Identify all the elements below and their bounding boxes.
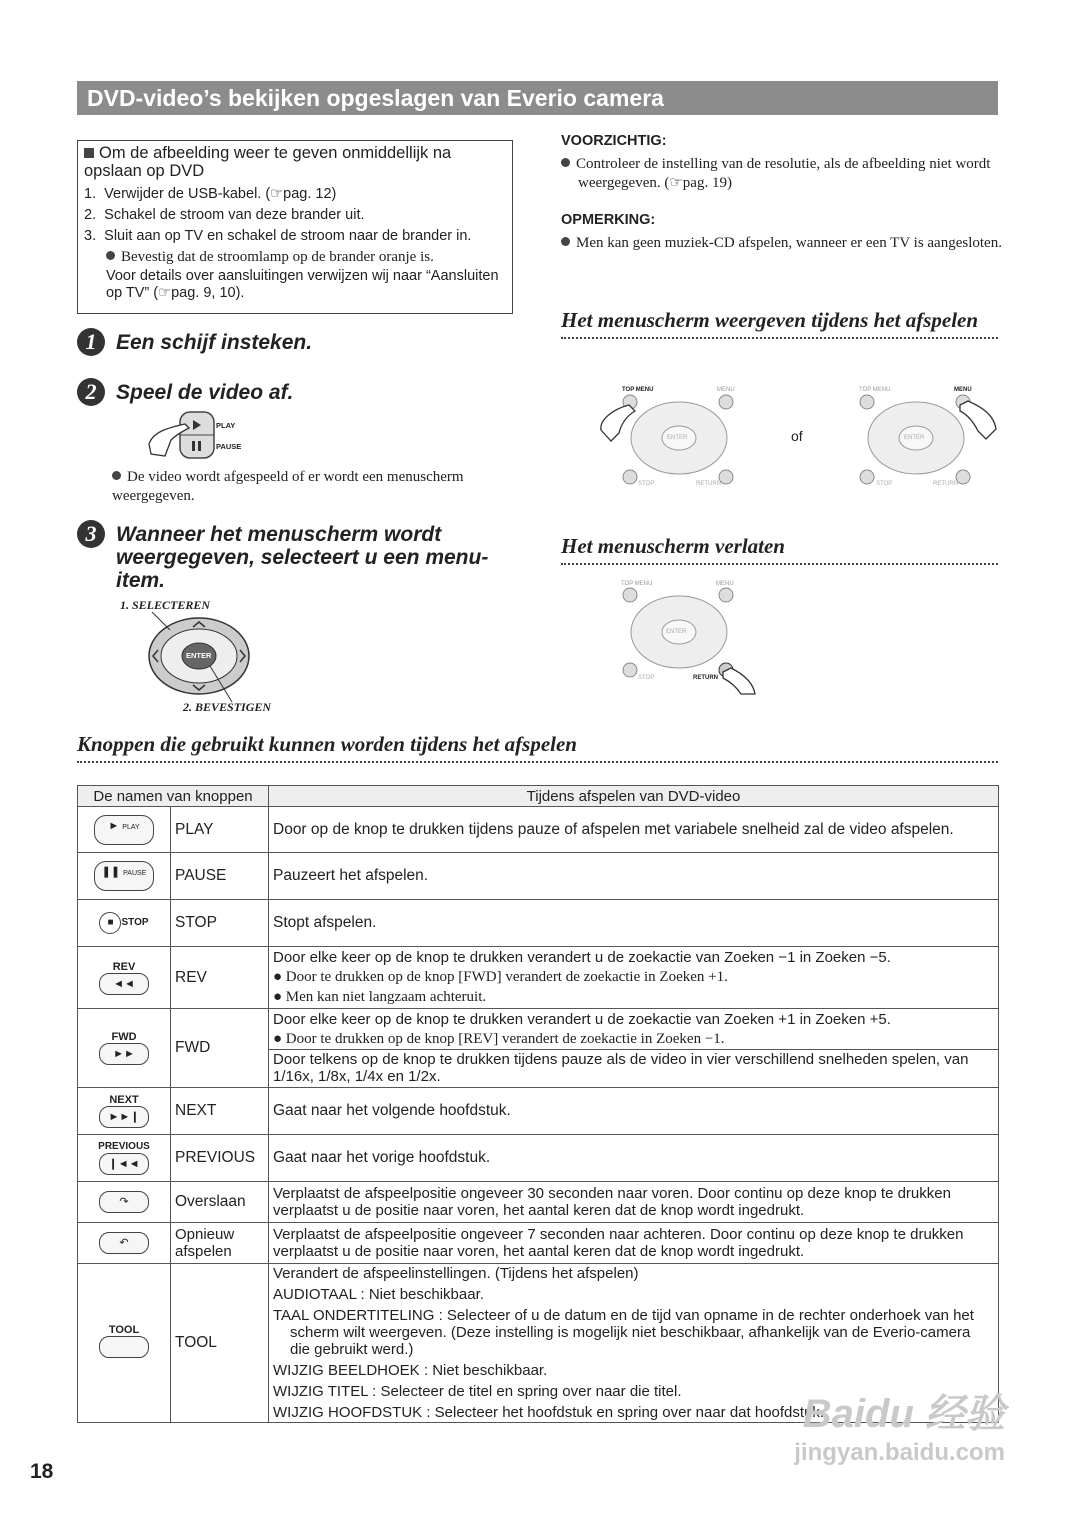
desc-line: WIJZIG BEELDHOEK : Niet beschikbaar. [273, 1362, 548, 1379]
button-description: Pauzeert het afspelen. [269, 853, 999, 900]
button-icon-cell [78, 1264, 171, 1423]
square-bullet-icon [84, 148, 94, 158]
step-2-text: Speel de video af. [116, 381, 294, 404]
button-name: FWD [171, 1009, 269, 1088]
table-row [78, 1009, 999, 1088]
remark-text [561, 234, 1018, 253]
or-text: of [791, 428, 803, 444]
button-description: Stopt afspelen. [269, 900, 999, 947]
select-label: 1. SELECTEREN [120, 598, 211, 612]
info-step: 1. Verwijder de USB-kabel. (☞pag. 12) [84, 186, 337, 202]
menu-show-heading: Het menuscherm weergeven tijdens het afspelen [561, 309, 998, 339]
replay-icon: ↶ [99, 1232, 149, 1254]
buttons-section-heading: Knoppen die gebruikt kunnen worden tijdens het afspelen [77, 733, 998, 763]
table-row [78, 1182, 999, 1223]
info-box-heading [84, 144, 506, 180]
watermark-logo-text: Baidu 经验 [802, 1392, 1005, 1436]
remote-label: RETURN [693, 675, 718, 681]
table-row [78, 1135, 999, 1182]
step-number: 3 [77, 520, 105, 548]
button-description: Gaat naar het volgende hoofdstuk. [269, 1088, 999, 1135]
button-name: Overslaan [171, 1182, 269, 1223]
button-name: STOP [171, 900, 269, 947]
pause-icon: ❚❚ PAUSE [94, 861, 154, 891]
play-pause-illustration [145, 410, 255, 462]
rev-icon-label: REV [112, 960, 136, 973]
bullet-icon [561, 237, 570, 246]
desc-line: TAAL ONDERTITELING : Selecteer of u de datum en de tijd van opname in de rechter onderhoek van het scherm wilt weergeven. (Deze instelling is mogelijk niet beschikbaar, afhankelijk van de Everio-camera die gebruikt werd.) [273, 1307, 974, 1358]
button-icon-cell [78, 947, 171, 1009]
remark-title: OPMERKING: [561, 212, 656, 228]
bullet-icon [106, 251, 115, 260]
table-row [78, 947, 999, 1009]
watermark-url: jingyan.baidu.com [794, 1439, 1005, 1466]
button-icon-cell [78, 1088, 171, 1135]
table-row [78, 807, 999, 853]
page-number: 18 [30, 1460, 54, 1483]
remote-illustration-menu [850, 385, 1000, 490]
info-box [77, 140, 513, 314]
table-row [78, 853, 999, 900]
desc-line: Door elke keer op de knop te drukken verandert u de zoekactie van Zoeken −1 in Zoeken −5. [273, 949, 891, 966]
desc-line: WIJZIG TITEL : Selecteer de titel en spring over naar die titel. [273, 1383, 682, 1400]
desc-line: Verandert de afspeelinstellingen. (Tijdens het afspelen) [273, 1265, 639, 1282]
button-icon-cell [78, 1135, 171, 1182]
enter-key-label: ENTER [186, 651, 212, 660]
table-header-row [78, 786, 999, 807]
remote-label: STOP [876, 481, 893, 487]
play-icon: ► PLAY [94, 815, 154, 845]
stop-icon-label: STOP [121, 917, 149, 928]
info-step-text: Sluit aan op TV en schakel de stroom naar de brander in. [104, 228, 472, 244]
remote-label: ENTER [904, 435, 925, 441]
previous-chapter-icon: ❙◄◄ [99, 1153, 149, 1175]
table-header: De namen van knoppen [78, 786, 269, 807]
rewind-icon: ◄◄ [99, 973, 149, 995]
desc-line: ● Door te drukken op de knop [FWD] verandert de zoekactie in Zoeken +1. [273, 969, 728, 985]
desc-line: WIJZIG HOOFDSTUK : Selecteer het hoofdstuk en spring over naar dat hoofdstuk. [273, 1404, 825, 1421]
info-heading-text: Om de afbeelding weer te geven onmiddellijk na opslaan op DVD [84, 144, 452, 180]
step-2-bullet [112, 468, 492, 506]
info-step: 2. Schakel de stroom van deze brander uit. [84, 207, 365, 223]
skip-forward-icon: ↷ [99, 1191, 149, 1213]
step-3-text: Wanneer het menuscherm wordt weergegeven, selecteert u een menu-item. [116, 523, 489, 592]
next-icon-label: NEXT [109, 1094, 139, 1106]
table-row [78, 1088, 999, 1135]
step-2-bullet-text: De video wordt afgespeeld of er wordt een menuscherm weergegeven. [112, 469, 464, 504]
fast-forward-icon: ►► [99, 1043, 149, 1065]
watermark [794, 1382, 1005, 1467]
remote-label: TOP MENU [622, 387, 654, 393]
remote-label: RETURN [696, 481, 721, 487]
button-description: Gaat naar het vorige hoofdstuk. [269, 1135, 999, 1182]
desc-line: AUDIOTAAL : Niet beschikbaar. [273, 1286, 484, 1303]
button-description: Verplaatst de afspeelpositie ongeveer 30 seconden naar voren. Door continu op deze knop te drukken verplaatst u de positie naar voren, het aantal keren dat de knop wordt ingedrukt. [269, 1182, 999, 1223]
bullet-icon [561, 158, 570, 167]
play-key-label: PLAY [216, 421, 236, 430]
info-bullet-text: Bevestig dat de stroomlamp op de brander oranje is. [121, 249, 434, 265]
button-name: PLAY [171, 807, 269, 853]
next-chapter-icon: ►►❙ [99, 1106, 149, 1128]
remark-body: Men kan geen muziek-CD afspelen, wanneer er een TV is aangesloten. [576, 235, 1002, 251]
button-icon-cell [78, 1182, 171, 1223]
remote-label: STOP [638, 481, 655, 487]
desc-line: ● Door te drukken op de knop [REV] verandert de zoekactie in Zoeken −1. [273, 1031, 725, 1047]
button-icon-cell [78, 1009, 171, 1088]
button-description: Verplaatst de afspeelpositie ongeveer 7 seconden naar achteren. Door continu op deze knop te drukken verplaatst u de positie naar voren, het aantal keren dat de knop wordt ingedrukt. [269, 1223, 999, 1264]
tool-icon [99, 1336, 149, 1358]
table-row [78, 900, 999, 947]
button-description [269, 1009, 999, 1088]
button-name: REV [171, 947, 269, 1009]
desc-line: ● Men kan niet langzaam achteruit. [273, 989, 487, 1005]
caution-text [561, 155, 1018, 193]
button-description [269, 947, 999, 1009]
remote-label: TOP MENU [621, 581, 653, 587]
menu-exit-heading: Het menuscherm verlaten [561, 535, 998, 565]
info-step-text: Schakel de stroom van deze brander uit. [104, 207, 365, 223]
page-title: DVD-video’s bekijken opgeslagen van Everio camera [77, 81, 998, 115]
caution-title: VOORZICHTIG: [561, 133, 667, 149]
button-name: PAUSE [171, 853, 269, 900]
remote-label: ENTER [667, 435, 688, 441]
bullet-icon [112, 471, 121, 480]
fwd-icon-label: FWD [111, 1031, 137, 1043]
button-icon-cell [78, 900, 171, 947]
info-note: Voor details over aansluitingen verwijzen wij naar “Aansluiten op TV” (☞pag. 9, 10). [106, 268, 499, 301]
remote-label: RETURN [933, 481, 958, 487]
remote-label: MENU [954, 387, 972, 393]
remote-label: TOP MENU [859, 387, 891, 393]
step-1-text: Een schijf insteken. [116, 331, 313, 354]
button-icon-cell [78, 807, 171, 853]
table-row [78, 1223, 999, 1264]
remote-illustration-return [613, 580, 763, 695]
desc-line: Door elke keer op de knop te drukken verandert u de zoekactie van Zoeken +1 in Zoeken +5. [273, 1011, 891, 1028]
remote-label: STOP [638, 675, 655, 681]
info-bullet [84, 247, 506, 268]
step-number: 1 [77, 328, 105, 356]
stop-icon: ■ [99, 912, 121, 934]
info-step: 3. Sluit aan op TV en schakel de stroom naar de brander in. [84, 228, 472, 244]
buttons-table [77, 785, 999, 1423]
table-header: Tijdens afspelen van DVD-video [269, 786, 999, 807]
step-number: 2 [77, 378, 105, 406]
desc-line: Door telkens op de knop te drukken tijdens pauze als de video in vier verschillend snelheden spelen, van 1/16x, 1/8x, 1/4x en 1/2x. [273, 1051, 969, 1085]
confirm-label: 2. BEVESTIGEN [183, 700, 272, 714]
remote-label: MENU [717, 387, 735, 393]
button-name: PREVIOUS [171, 1135, 269, 1182]
info-step-text: Verwijder de USB-kabel. (☞pag. 12) [104, 186, 337, 202]
button-name: Opnieuw afspelen [171, 1223, 269, 1264]
button-icon-cell [78, 853, 171, 900]
button-name: TOOL [171, 1264, 269, 1423]
previous-icon-label: PREVIOUS [98, 1141, 150, 1152]
pause-key-label: PAUSE [216, 442, 242, 451]
button-name: NEXT [171, 1088, 269, 1135]
remote-label: ENTER [666, 629, 687, 635]
caution-body: Controleer de instelling van de resolutie, als de afbeelding niet wordt weergegeven. (☞pag. 19) [576, 156, 991, 191]
remote-label: MENU [716, 581, 734, 587]
tool-icon-label: TOOL [108, 1323, 140, 1336]
button-description: Door op de knop te drukken tijdens pauze of afspelen met variabele snelheid zal de video afspelen. [269, 807, 999, 853]
button-icon-cell [78, 1223, 171, 1264]
